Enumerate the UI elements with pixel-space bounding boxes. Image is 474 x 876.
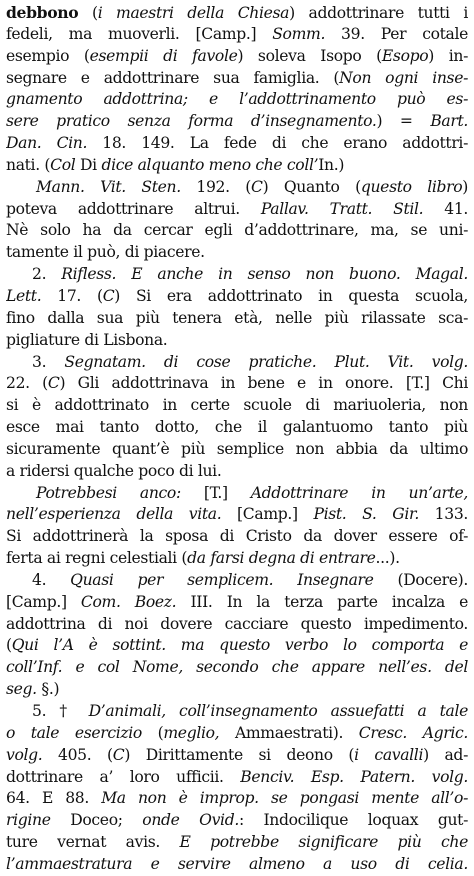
roman-text: ) = [376, 112, 431, 131]
roman-text: ) ad- [423, 745, 468, 764]
roman-text: ( [78, 4, 98, 22]
text-line [6, 657, 468, 679]
text-line [6, 854, 468, 876]
text-line [6, 723, 468, 745]
italic-text: Cresc. Agric. [358, 723, 468, 742]
roman-text: pigliature di Lisbona. [6, 330, 168, 349]
text-line [6, 286, 468, 308]
italic-text: o tale esercizio [6, 723, 142, 742]
text-line [6, 832, 468, 854]
italic-text: Quasi per semplicem. Insegnare [70, 570, 374, 589]
italic-text: nell’esperienza della vita. [6, 505, 222, 524]
roman-text: ) soleva Isopo ( [237, 46, 382, 65]
roman-text: fino dalla sua più tenera età, nelle più rilassate sca- [6, 308, 468, 327]
roman-text: segnare e addottrinare sua famiglia. ( [6, 68, 340, 87]
roman-text: Doceo; [50, 811, 143, 830]
italic-text: da farsi degna di entrare [187, 549, 376, 568]
roman-text: addottrina di noi dovere cacciare questo impedimento. [6, 614, 468, 633]
italic-text: Col [50, 155, 76, 174]
italic-text: C [47, 374, 60, 393]
text-line [6, 242, 468, 264]
italic-text: Addottrinare in un’arte, [250, 483, 468, 502]
text-line [6, 177, 468, 199]
roman-text: ) addottrinare tutti i [289, 4, 468, 22]
roman-text: fedeli, ma muoverli. [Camp.] [6, 24, 273, 43]
roman-text: ) in- [428, 46, 468, 65]
roman-text: 39. Per cotale [325, 24, 468, 43]
roman-text: [Camp.] [6, 592, 81, 611]
roman-text: a ridersi qualche poco di lui. [6, 461, 222, 480]
text-line [6, 308, 468, 330]
roman-text: esce mai tanto dotto, che il galantuomo tanto più [6, 418, 468, 437]
text-line [6, 395, 468, 417]
roman-text: 133. [418, 505, 468, 524]
italic-text: C [112, 745, 125, 764]
roman-text: Nè solo ha da cercar egli d’addottrinare, ma, se uni- [6, 221, 468, 240]
italic-text: Segnatam. di cose pratiche. Plut. Vit. volg. [64, 352, 468, 371]
text-line [6, 679, 468, 701]
italic-text: i cavalli [354, 745, 424, 764]
roman-text: ...). [375, 549, 400, 568]
text-line [6, 810, 468, 832]
text-line [6, 767, 468, 789]
roman-text: esempio ( [6, 46, 90, 65]
italic-text: Dan. Cin. [6, 134, 88, 153]
roman-text: 17. ( [41, 286, 103, 305]
text-line [6, 548, 468, 570]
text-line [6, 592, 468, 614]
roman-text: III. In la terza parte incalza e [176, 592, 468, 611]
roman-text: Ammaestrati). [219, 723, 359, 742]
text-line [6, 199, 468, 221]
italic-text: gnamento addottrina; e l’addottrinamento può es- [6, 90, 468, 109]
italic-text: i maestri della Chiesa [97, 4, 290, 22]
text-line [6, 504, 468, 526]
italic-text: meglio, [163, 723, 220, 742]
roman-text: 192. ( [180, 177, 251, 196]
text-line [6, 373, 468, 395]
roman-text: 22. ( [6, 374, 48, 393]
text-line [6, 111, 468, 133]
italic-text: Esopo [381, 46, 429, 65]
roman-text: : Indocilique loquax gut- [238, 811, 468, 830]
italic-text: sere pratico senza forma d’insegnamento. [6, 112, 377, 131]
roman-text: ) Dirittamente si deono ( [124, 745, 355, 764]
text-line [6, 570, 468, 592]
roman-text: Si addottrinerà la sposa di Cristo da dover essere of- [6, 527, 468, 546]
italic-text: l’ammaestratura e servire almeno a uso di celia. [6, 854, 468, 873]
text-line [6, 483, 468, 505]
italic-text: Rifless. E anche in senso non buono. Magal. [61, 265, 468, 284]
text-line [6, 352, 468, 374]
roman-text: dottrinare a’ loro ufficii. [6, 767, 241, 786]
text-line [6, 24, 468, 46]
italic-text: Ma non è improp. se pongasi mente all’o- [101, 789, 468, 808]
roman-text: tamente il può, di piacere. [6, 243, 205, 262]
roman-text: 41. [423, 199, 468, 218]
roman-text: ( [141, 723, 164, 742]
text-line [6, 701, 468, 723]
roman-text: ) Quanto ( [262, 177, 361, 196]
italic-text: Com. Boez. [80, 592, 177, 611]
text-line [6, 745, 468, 767]
roman-text: [T.] [180, 483, 251, 502]
text-line [6, 439, 468, 461]
italic-text: D’animali, coll’insegnamento assuefatti a tale [88, 702, 468, 720]
italic-text: C [102, 286, 115, 305]
roman-text: ) [462, 177, 468, 196]
italic-text: Non ogni inse- [339, 68, 468, 87]
roman-text: (Docere). [373, 570, 468, 589]
roman-text: [Camp.] [221, 505, 314, 524]
roman-text: ) Si era addottrinato in questa scuola, [114, 286, 468, 305]
roman-text: 5. † [32, 702, 89, 720]
text-line [6, 2, 468, 24]
text-line [6, 133, 468, 155]
roman-text: 18. 149. La fede di che erano addottri- [87, 134, 468, 153]
italic-text: E potrebbe significare più che [179, 833, 468, 852]
headword: debbono [6, 3, 79, 22]
italic-text: Pist. S. Gir. [313, 505, 419, 524]
dictionary-page [6, 2, 468, 873]
italic-text: Lett. [6, 286, 42, 305]
roman-text: poteva addottrinare altrui. [6, 199, 261, 218]
text-line [6, 330, 468, 352]
roman-text: §.) [36, 680, 60, 699]
text-line [6, 264, 468, 286]
roman-text: sicuramente quant’è più semplice non abbia da ultimo [6, 439, 468, 458]
roman-text: ( [6, 636, 12, 655]
text-line [6, 461, 468, 483]
roman-text: 2. [32, 265, 62, 284]
italic-text: Somm. [272, 24, 326, 43]
italic-text: volg. [6, 745, 43, 764]
italic-text: onde Ovid. [142, 811, 239, 830]
roman-text: ferta ai regni celestiali ( [6, 549, 188, 568]
italic-text: questo libro [360, 177, 463, 196]
text-line [6, 788, 468, 810]
italic-text: dice alquanto meno che coll’ [101, 155, 319, 174]
roman-text: 64. E 88. [6, 789, 102, 808]
italic-text: coll’Inf. e col Nome, secondo che appare nell’es. del [6, 658, 468, 677]
roman-text: Di [75, 155, 102, 174]
roman-text: nati. ( [6, 155, 51, 174]
italic-text: rigine [6, 811, 51, 830]
italic-text: Mann. Vit. Sten. [36, 177, 181, 196]
text-line [6, 417, 468, 439]
text-line [6, 614, 468, 636]
roman-text: In.) [318, 155, 345, 174]
text-line [6, 526, 468, 548]
italic-text: seg. [6, 680, 37, 699]
text-line [6, 220, 468, 242]
text-line [6, 155, 468, 177]
italic-text: Bart. [430, 112, 468, 131]
italic-text: esempii di favole [89, 46, 238, 65]
text-line [6, 46, 468, 68]
text-line [6, 635, 468, 657]
roman-text: 3. [32, 352, 65, 371]
roman-text: 4. [32, 570, 71, 589]
roman-text: 405. ( [42, 745, 113, 764]
text-line [6, 89, 468, 111]
text-line [6, 68, 468, 90]
italic-text: Pallav. Tratt. Stil. [260, 199, 424, 218]
italic-text: Qui l’A è sottint. ma questo verbo lo comporta e [11, 636, 468, 655]
italic-text: Potrebbesi anco: [36, 483, 181, 502]
italic-text: C [251, 177, 263, 196]
roman-text: ture vernat avis. [6, 833, 180, 852]
italic-text: Benciv. Esp. Patern. volg. [240, 767, 468, 786]
roman-text: si è addottrinato in certe scuole di mariuoleria, non [6, 396, 468, 415]
roman-text: ) Gli addottrinava in bene e in onore. [T.] Chi [59, 374, 468, 393]
